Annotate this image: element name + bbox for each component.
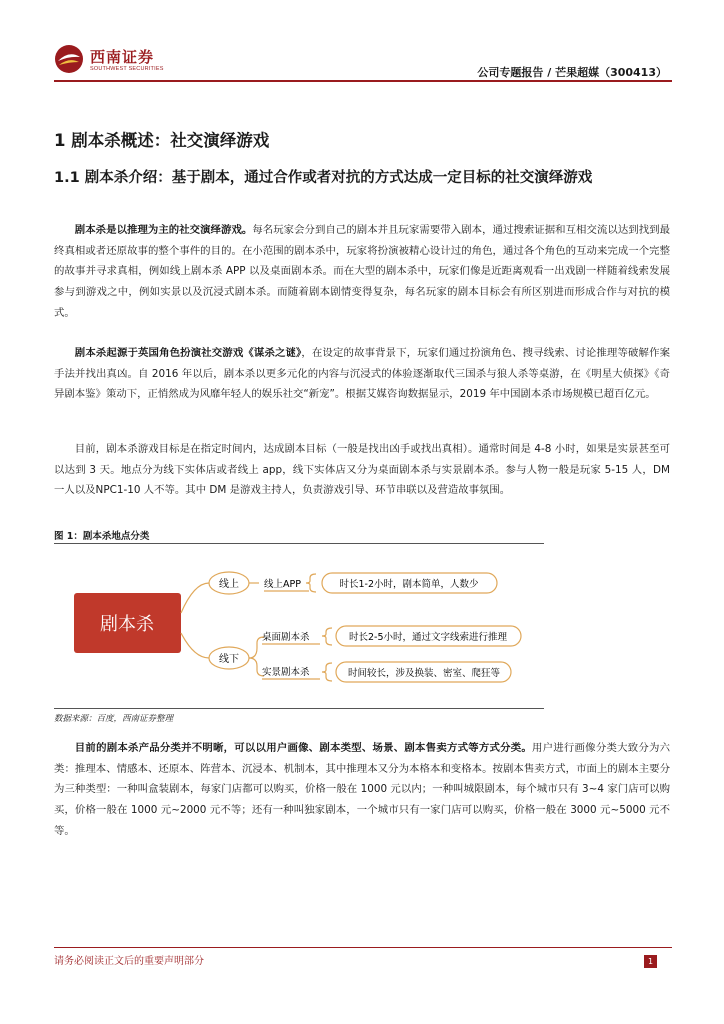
- diagram-desc-real: 时间较长，涉及换装、密室、爬狂等: [347, 668, 501, 679]
- paragraph-lead: 剧本杀是以推理为主的社交演绎游戏。: [74, 224, 253, 236]
- paragraph-classification: [54, 738, 670, 842]
- figure-source: 数据来源：百度，西南证券整理: [54, 714, 174, 724]
- page-number: 1: [644, 955, 657, 968]
- company-logo-text: 西南证券: [90, 48, 155, 66]
- paragraph-body: ，在设定的故事背景下，玩家们通过扮演角色、搜寻线索、讨论推理等破解作案手法并找出真凶。自 2016 年以后，剧本杀以更多元化的内容与沉浸式的体验逐渐取代三国杀与狼人杀等桌游，在《明星大侦探》《奇异剧本鉴》策动下，正悄然成为风靡年轻人的娱乐社交“新宠”。根据艾媒咨询数据显示，2019 年中国剧本杀市场规模已超百亿元。: [54, 347, 670, 401]
- footer-notice: 请务必阅读正文后的重要声明部分: [54, 956, 204, 967]
- figure-title: 图 1：剧本杀地点分类: [54, 531, 150, 542]
- header-divider: [54, 80, 672, 82]
- paragraph-rules: [54, 439, 670, 501]
- diagram-leaf-real: 实景剧本杀: [262, 667, 310, 678]
- paragraph-body: 用户进行画像分类大致分为六类：推理本、情感本、还原本、阵营本、沉浸本、机制本，其中推理本又分为本格本和变格本。按剧本售卖方式，市面上的剧本主要分为三种类型：一种叫盒装剧本，每家门店都可以购买，价格一般在 1000 元以内；一种叫城限剧本，每个城市只有 3~4 家门店可以购买，价格一般在 1000 元~2000 元不等；还有一种叫独家剧本，一个城市只有一家门店可以购买，价格一般在 3000 元~5000 元不等。: [54, 742, 671, 837]
- section-heading: 1 剧本杀概述：社交演绎游戏: [54, 131, 270, 150]
- diagram-root-label: 剧本杀: [100, 614, 154, 635]
- location-classification-diagram: [54, 548, 544, 708]
- diagram-branch-offline-label: 线下: [219, 654, 239, 665]
- diagram-leaf-desk: 桌面剧本杀: [262, 632, 310, 643]
- paragraph-body: 目前，剧本杀游戏目标是在指定时间内，达成剧本目标（一般是找出凶手或找出真相）。通常时间是 4-8 小时，如果是实景甚至可以达到 3 天。地点分为线下实体店或者线上 app，线下实体店又分为桌面剧本杀与实景剧本杀。参与人物一般是玩家 5-15 人，DM 一人以及NPC1-10 人不等。其中 DM 是游戏主持人，负责游戏引导、环节串联以及营造故事氛围。: [54, 443, 670, 497]
- figure-top-rule: [54, 543, 544, 544]
- paragraph-lead: 目前的剧本杀产品分类并不明晰，可以以用户画像、剧本类型、场景、剧本售卖方式等方式分类。: [74, 742, 533, 754]
- company-logo-subtext: SOUTHWEST SECURITIES: [90, 66, 164, 72]
- figure-bottom-rule: [54, 708, 544, 709]
- paragraph-lead: 剧本杀起源于英国角色扮演社交游戏《谋杀之谜》: [74, 347, 302, 359]
- report-label: 公司专题报告 / 芒果超媒（300413）: [477, 66, 667, 79]
- diagram-leaf-app: 线上APP: [264, 579, 301, 590]
- subsection-heading: 1.1 剧本杀介绍：基于剧本，通过合作或者对抗的方式达成一定目标的社交演绎游戏: [54, 170, 593, 186]
- footer-divider: [54, 947, 672, 948]
- diagram-branch-online-label: 线上: [219, 579, 239, 590]
- diagram-desc-desk: 时长2-5小时，通过文字线索进行推理: [348, 632, 508, 643]
- company-logo-icon: [54, 44, 84, 74]
- paragraph-body: 每名玩家会分到自己的剧本并且玩家需要带入剧本，通过搜索证据和互相交流以达到找到最终真相或者还原故事的整个事件的目的。在小范围的剧本杀中，玩家将扮演被精心设计过的角色，通过各个角色的互动来完成一个完整的故事并寻求真相，例如线上剧本杀 APP 以及桌面剧本杀。而在大型的剧本杀中，玩家们像是近距离观看一出戏剧一样随着线索发展参与到游戏之中，例如实景以及沉浸式剧本杀。而随着剧本剧情变得复杂，每名玩家的剧本目标会有所区别进而形成合作与对抗的模式。: [54, 224, 670, 319]
- paragraph-intro: [54, 220, 670, 324]
- diagram-desc-app: 时长1-2小时，剧本简单，人数少: [339, 579, 479, 590]
- paragraph-origin: [54, 343, 670, 405]
